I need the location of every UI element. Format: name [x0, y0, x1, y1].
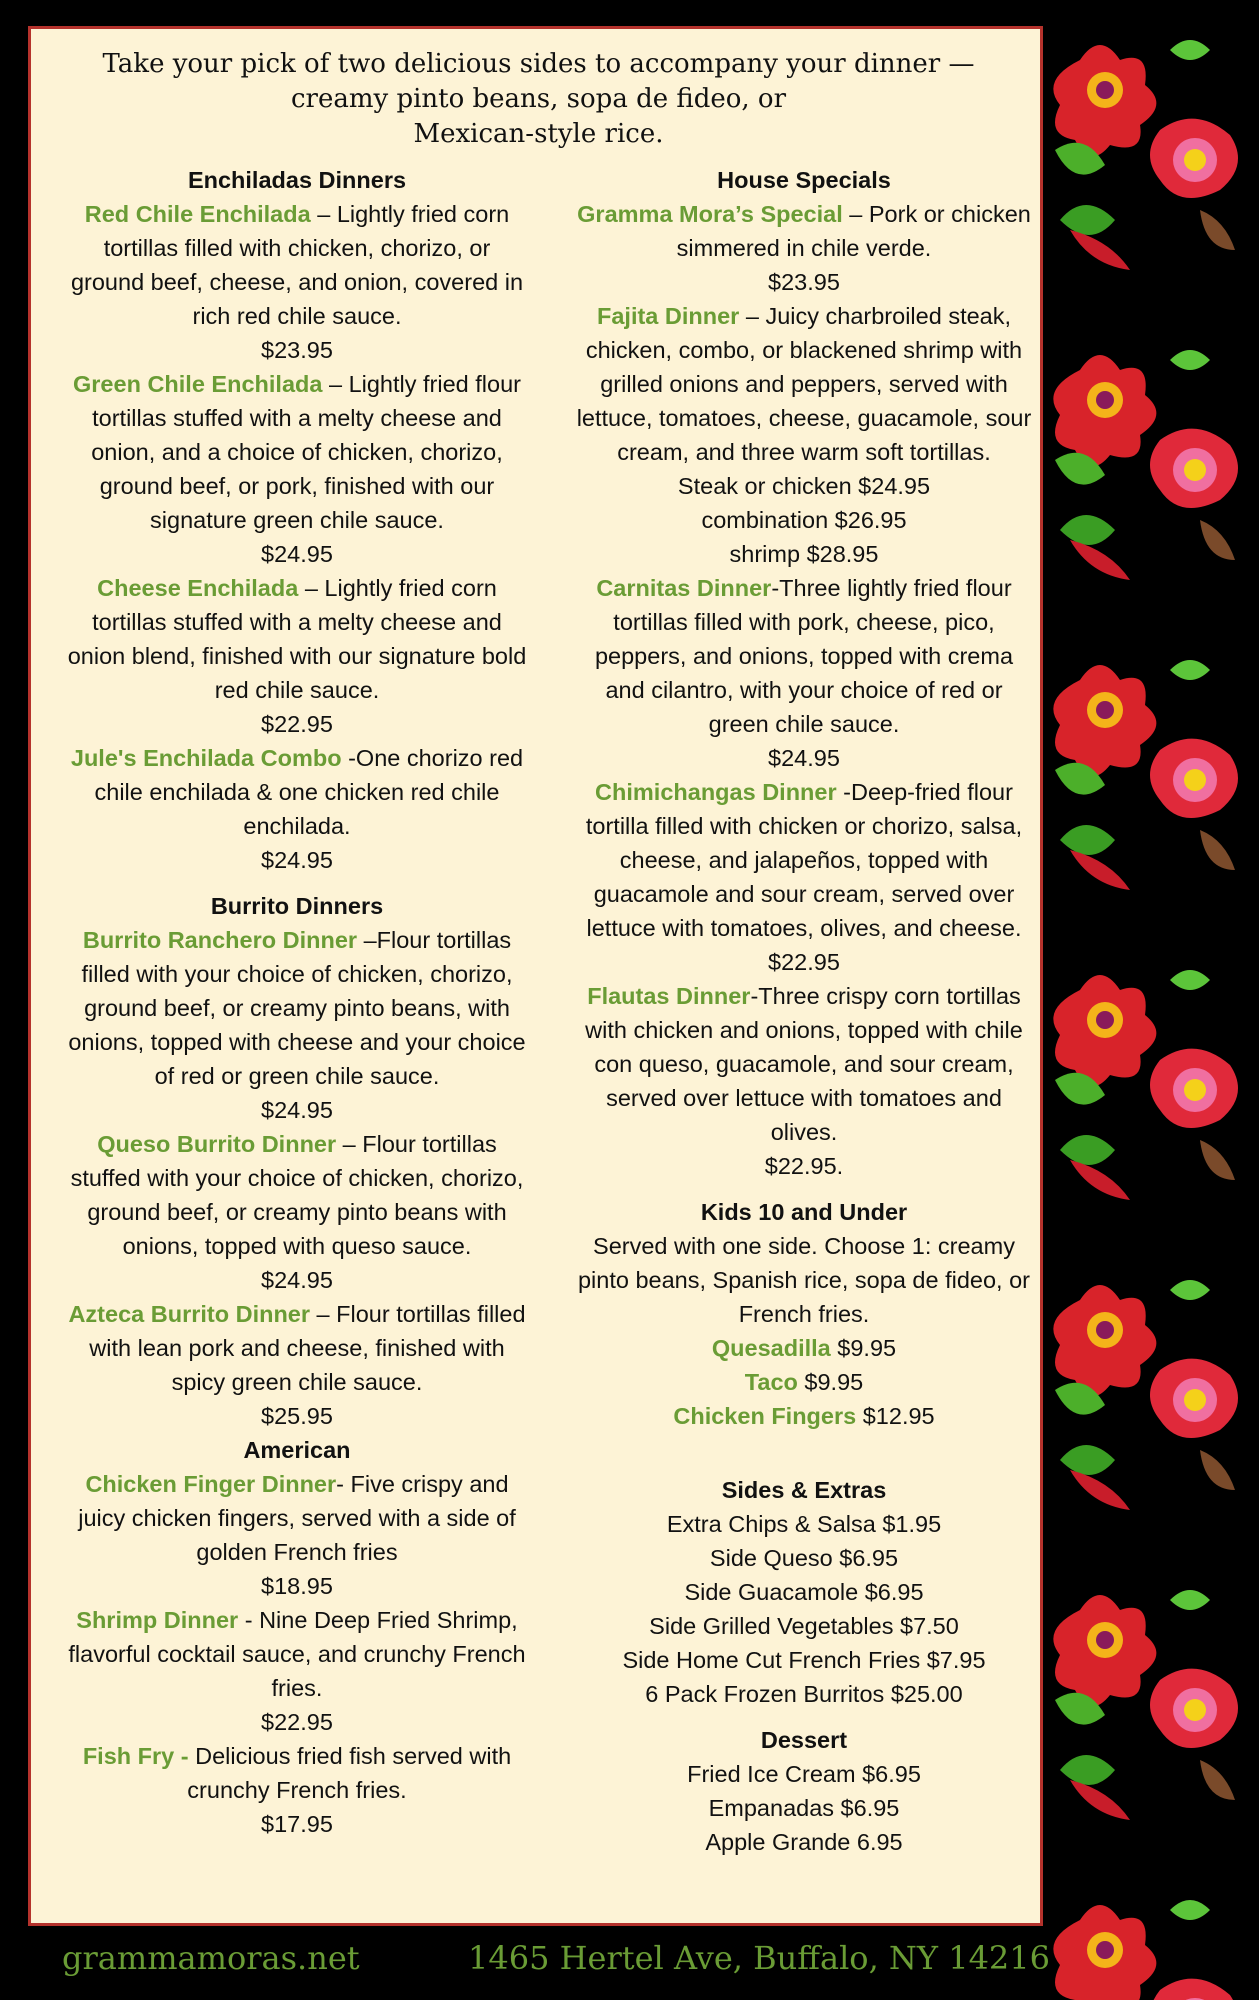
- menu-item: [574, 571, 1034, 775]
- item-price: Steak or chicken $24.95: [677, 473, 931, 499]
- dessert-line: Empanadas $6.95: [708, 1795, 900, 1821]
- item-name: Queso Burrito Dinner: [97, 1131, 337, 1157]
- menu-item: [67, 1603, 527, 1739]
- item-name: Jule's Enchilada Combo: [70, 745, 342, 771]
- item-price: $9.95: [797, 1369, 864, 1395]
- side-line: Side Grilled Vegetables $7.50: [649, 1613, 959, 1639]
- item-name: Chicken Fingers: [673, 1403, 857, 1429]
- item-price: $25.95: [261, 1403, 333, 1429]
- left-column: [67, 163, 527, 1841]
- item-desc: -One chorizo red chile enchilada & one chicken red chile enchilada.: [94, 745, 524, 839]
- menu-item: [67, 197, 527, 367]
- item-name: Burrito Ranchero Dinner: [82, 927, 358, 953]
- section-title-kids: Kids 10 and Under: [700, 1199, 908, 1225]
- menu-item: [574, 197, 1034, 299]
- side-line: 6 Pack Frozen Burritos $25.00: [645, 1681, 963, 1707]
- item-desc: – Flour tortillas stuffed with your choice of chicken, chorizo, ground beef, or creamy pinto beans with onions, topped with queso sauce.: [70, 1131, 524, 1259]
- item-name: Carnitas Dinner: [596, 575, 772, 601]
- item-desc: -Three lightly fried flour tortillas filled with pork, cheese, pico, peppers, and onions, topped with crema and cilantro, with your choice of red or green chile sauce.: [594, 575, 1014, 737]
- item-price: $18.95: [261, 1573, 333, 1599]
- item-price: $22.95: [261, 711, 333, 737]
- footer-address: 1465 Hertel Ave, Buffalo, NY 14216: [468, 1939, 1050, 1977]
- item-name: Quesadilla: [711, 1335, 831, 1361]
- item-price: $22.95: [768, 949, 840, 975]
- intro-line: creamy pinto beans, sopa de fideo, or: [290, 84, 787, 114]
- section-title-dessert: Dessert: [760, 1727, 848, 1753]
- section-title-enchiladas: Enchiladas Dinners: [187, 167, 407, 193]
- intro-text: [31, 47, 1046, 152]
- right-column: [574, 163, 1034, 1859]
- section-title-sides: Sides & Extras: [721, 1477, 887, 1503]
- item-desc: – Flour tortillas filled with lean pork and cheese, finished with spicy green chile sauce.: [89, 1301, 526, 1395]
- menu-item: [67, 1297, 527, 1433]
- menu-item: [574, 1365, 1034, 1399]
- menu-item: [574, 1399, 1034, 1433]
- intro-line: Mexican-style rice.: [413, 119, 664, 149]
- side-line: Side Guacamole $6.95: [684, 1579, 924, 1605]
- menu-item: [574, 299, 1034, 571]
- menu-item: [574, 1331, 1034, 1365]
- dessert-line: Apple Grande 6.95: [705, 1829, 903, 1855]
- item-price: combination $26.95: [701, 507, 907, 533]
- item-desc: -Three crispy corn tortillas with chicken and onions, topped with chile con queso, guacamole, and sour cream, served over lettuce with tomatoes and olives.: [585, 983, 1023, 1145]
- item-price: $23.95: [768, 269, 840, 295]
- item-price: $24.95: [261, 847, 333, 873]
- item-desc: – Lightly fried flour tortillas stuffed with a melty cheese and onion, and a choice of chicken, chorizo, ground beef, or pork, finished with our signature green chile sauce.: [91, 371, 521, 533]
- item-desc: – Juicy charbroiled steak, chicken, combo, or blackened shrimp with grilled onions and peppers, served with lettuce, tomatoes, cheese, guacamole, sour cream, and three warm soft tortillas.: [576, 303, 1032, 465]
- section-title-burritos: Burrito Dinners: [210, 893, 384, 919]
- menu-item: [574, 775, 1034, 979]
- item-name: Cheese Enchilada: [97, 575, 299, 601]
- menu-item: [67, 1739, 527, 1841]
- side-line: Extra Chips & Salsa $1.95: [666, 1511, 942, 1537]
- item-price: $17.95: [261, 1811, 333, 1837]
- side-line: Side Queso $6.95: [709, 1545, 899, 1571]
- dessert-line: Fried Ice Cream $6.95: [687, 1761, 921, 1787]
- item-name: Fajita Dinner: [596, 303, 740, 329]
- item-name: Flautas Dinner: [587, 983, 751, 1009]
- menu-item: [67, 1467, 527, 1603]
- kids-description: Served with one side. Choose 1: creamy pinto beans, Spanish rice, sopa de fideo, or French fries.: [577, 1233, 1031, 1327]
- item-desc: – Lightly fried corn tortillas stuffed with a melty cheese and onion blend, finished with our signature bold red chile sauce.: [67, 575, 527, 703]
- item-desc: –Flour tortillas filled with your choice of chicken, chorizo, ground beef, or creamy pinto beans, with onions, topped with cheese and your choice of red or green chile sauce.: [68, 927, 526, 1089]
- item-price: shrimp $28.95: [729, 541, 879, 567]
- item-name: Chimichangas Dinner: [595, 779, 837, 805]
- item-name: Green Chile Enchilada: [73, 371, 323, 397]
- menu-item: [67, 571, 527, 741]
- item-desc: -Deep-fried flour tortilla filled with chicken or chorizo, salsa, cheese, and jalapeños, topped with guacamole and sour cream, served over lettuce with tomatoes, olives, and cheese.: [585, 779, 1023, 941]
- menu-item: [574, 979, 1034, 1183]
- section-title-house-specials: House Specials: [717, 167, 891, 193]
- item-name: Fish Fry -: [82, 1743, 189, 1769]
- menu-item: [67, 1127, 527, 1297]
- item-desc: - Five crispy and juicy chicken fingers, served with a side of golden French fries: [78, 1471, 516, 1565]
- item-price: $24.95: [261, 1097, 333, 1123]
- menu-panel: [28, 26, 1043, 1926]
- menu-item: [67, 923, 527, 1127]
- item-price: $9.95: [830, 1335, 897, 1361]
- item-price: $22.95.: [764, 1153, 844, 1179]
- item-desc: Delicious fried fish served with crunchy French fries.: [187, 1743, 512, 1803]
- item-name: Gramma Mora’s Special: [577, 201, 843, 227]
- item-desc: – Pork or chicken simmered in chile verde.: [676, 201, 1031, 261]
- item-price: $24.95: [768, 745, 840, 771]
- menu-item: [67, 741, 527, 877]
- item-name: Chicken Finger Dinner: [85, 1471, 337, 1497]
- item-price: $24.95: [261, 1267, 333, 1293]
- section-title-american: American: [243, 1437, 351, 1463]
- item-name: Red Chile Enchilada: [84, 201, 311, 227]
- floral-border-art: [1050, 0, 1259, 2000]
- item-name: Azteca Burrito Dinner: [68, 1301, 311, 1327]
- item-price: $12.95: [856, 1403, 935, 1429]
- side-line: Side Home Cut French Fries $7.95: [622, 1647, 986, 1673]
- item-price: $24.95: [261, 541, 333, 567]
- item-name: Taco: [744, 1369, 798, 1395]
- item-desc: – Lightly fried corn tortillas filled with chicken, chorizo, or ground beef, cheese, and onion, covered in rich red chile sauce.: [70, 201, 524, 329]
- item-desc: - Nine Deep Fried Shrimp, flavorful cocktail sauce, and crunchy French fries.: [68, 1607, 526, 1701]
- item-name: Shrimp Dinner: [76, 1607, 239, 1633]
- intro-line: Take your pick of two delicious sides to accompany your dinner —: [102, 49, 975, 79]
- item-price: $22.95: [261, 1709, 333, 1735]
- footer-website[interactable]: grammamoras.net: [62, 1939, 360, 1977]
- menu-item: [67, 367, 527, 571]
- item-price: $23.95: [261, 337, 333, 363]
